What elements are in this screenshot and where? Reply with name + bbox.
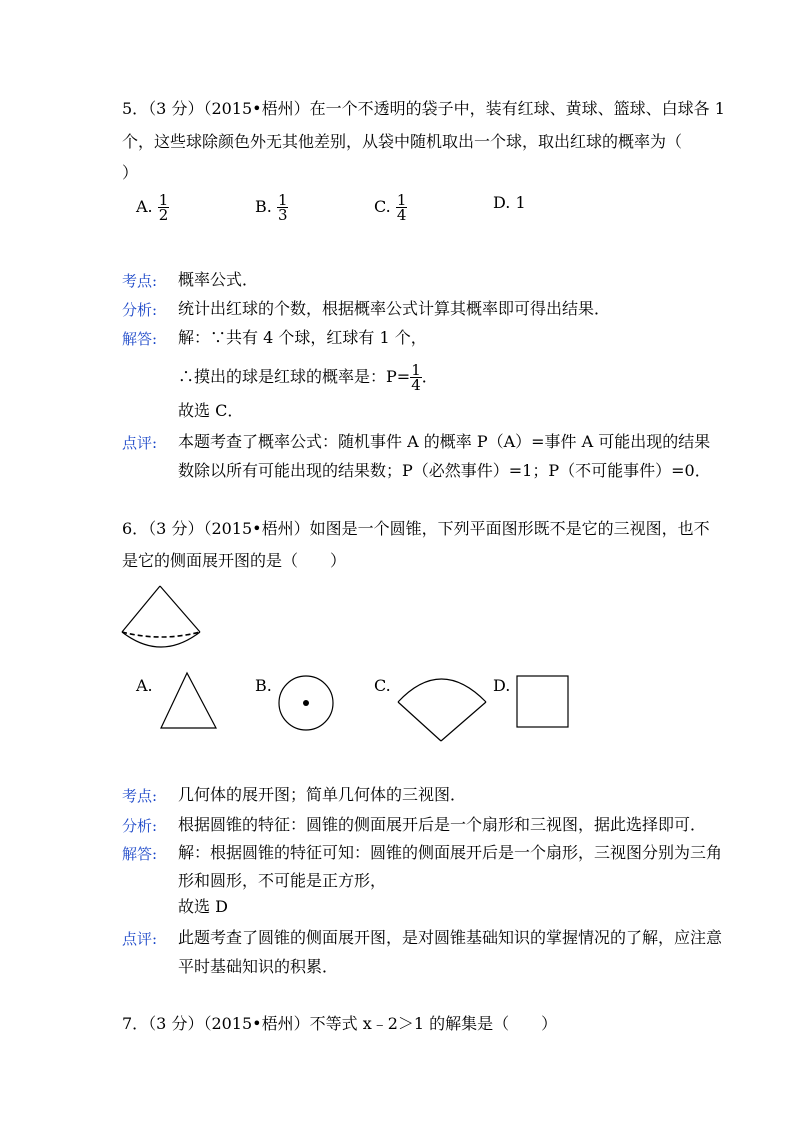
- q5-dianping-line2: 数除以所有可能出现的结果数；P（必然事件）=1；P（不可能事件）=0．: [178, 461, 711, 480]
- period: ．: [421, 367, 438, 386]
- q6-fenxi: 根据圆锥的特征：圆锥的侧面展开后是一个扇形和三视图，据此选择即可．: [178, 815, 707, 834]
- option-letter: D.: [493, 193, 511, 212]
- q5-option-a: [136, 193, 169, 222]
- triangle-shape: [159, 671, 219, 731]
- q5-jieda-line1: 解：∵共有 4 个球，红球有 1 个，: [178, 328, 427, 347]
- q6-dianping-line1: 此题考查了圆锥的侧面展开图，是对圆锥基础知识的掌握情况的了解，应注意: [178, 928, 723, 947]
- denominator: 4: [396, 206, 407, 224]
- fraction: [277, 193, 289, 222]
- answer-text: ∴摸出的球是红球的概率是：P=: [178, 367, 411, 386]
- q5-jieda-line2: [178, 363, 438, 392]
- denominator: 3: [277, 206, 288, 224]
- q6-kaodian: 几何体的展开图；简单几何体的三视图．: [178, 785, 467, 804]
- q6-option-b-label: B.: [255, 676, 272, 695]
- q5-option-d: [493, 193, 526, 212]
- q6-dianping-line2: 平时基础知识的积累．: [178, 957, 339, 976]
- option-letter: A.: [136, 197, 153, 216]
- numerator: 1: [396, 191, 407, 209]
- q6-jieda-line1: 解：根据圆锥的特征可知：圆锥的侧面展开后是一个扇形，三视图分别为三角: [178, 843, 723, 862]
- denominator: 2: [158, 206, 169, 224]
- q6-stem-line1: 6．（3 分）（2015•梧州）如图是一个圆锥，下列平面图形既不是它的三视图，也不: [122, 519, 710, 538]
- q6-dianping-label: 点评:: [122, 930, 158, 948]
- q6-kaodian-label: 考点:: [122, 787, 158, 805]
- q5-jieda-line3: 故选 C．: [178, 401, 244, 420]
- numerator: 1: [158, 191, 169, 209]
- circle-with-center-shape: [277, 674, 335, 732]
- square-shape: [516, 675, 570, 729]
- denominator: 4: [411, 376, 421, 394]
- q6-option-d-label: D.: [493, 676, 511, 695]
- q5-stem-line3: ）: [122, 163, 139, 182]
- q5-stem-line2: 个，这些球除颜色外无其他差别，从袋中随机取出一个球，取出红球的概率为（: [122, 132, 683, 151]
- q5-kaodian: 概率公式．: [178, 270, 259, 289]
- q6-fenxi-label: 分析:: [122, 817, 158, 835]
- numerator: 1: [411, 361, 421, 379]
- q5-dianping-label: 点评:: [122, 434, 158, 452]
- q6-jieda-line2: 形和圆形，不可能是正方形，: [178, 871, 387, 890]
- q6-option-a-label: A.: [136, 676, 153, 695]
- q7-stem-line1: 7．（3 分）（2015•梧州）不等式 x﹣2＞1 的解集是（ ）: [122, 1014, 558, 1033]
- q5-stem-line1: 5．（3 分）（2015•梧州）在一个不透明的袋子中，装有红球、黄球、篮球、白球各 1: [122, 99, 725, 118]
- sector-shape: [396, 668, 496, 744]
- q6-jieda-line3: 故选 D: [178, 897, 228, 916]
- cone-figure: [118, 584, 208, 660]
- q6-jieda-label: 解答:: [122, 845, 158, 863]
- option-value: 1: [515, 193, 526, 212]
- fraction: [158, 193, 170, 222]
- q5-option-b: [255, 193, 288, 222]
- numerator: 1: [277, 191, 288, 209]
- q6-stem-line2: 是它的侧面展开图的是（ ）: [122, 551, 347, 570]
- q5-kaodian-label: 考点:: [122, 272, 158, 290]
- q6-option-c-label: C.: [374, 676, 391, 695]
- q5-fenxi: 统计出红球的个数，根据概率公式计算其概率即可得出结果．: [178, 299, 611, 318]
- fraction: [396, 193, 408, 222]
- fraction: [410, 363, 422, 392]
- q5-jieda-label: 解答:: [122, 330, 158, 348]
- q5-option-c: [374, 193, 407, 222]
- q5-dianping-line1: 本题考查了概率公式：随机事件 A 的概率 P（A）=事件 A 可能出现的结果: [178, 432, 711, 451]
- option-letter: C.: [374, 197, 391, 216]
- option-letter: B.: [255, 197, 272, 216]
- q5-fenxi-label: 分析:: [122, 301, 158, 319]
